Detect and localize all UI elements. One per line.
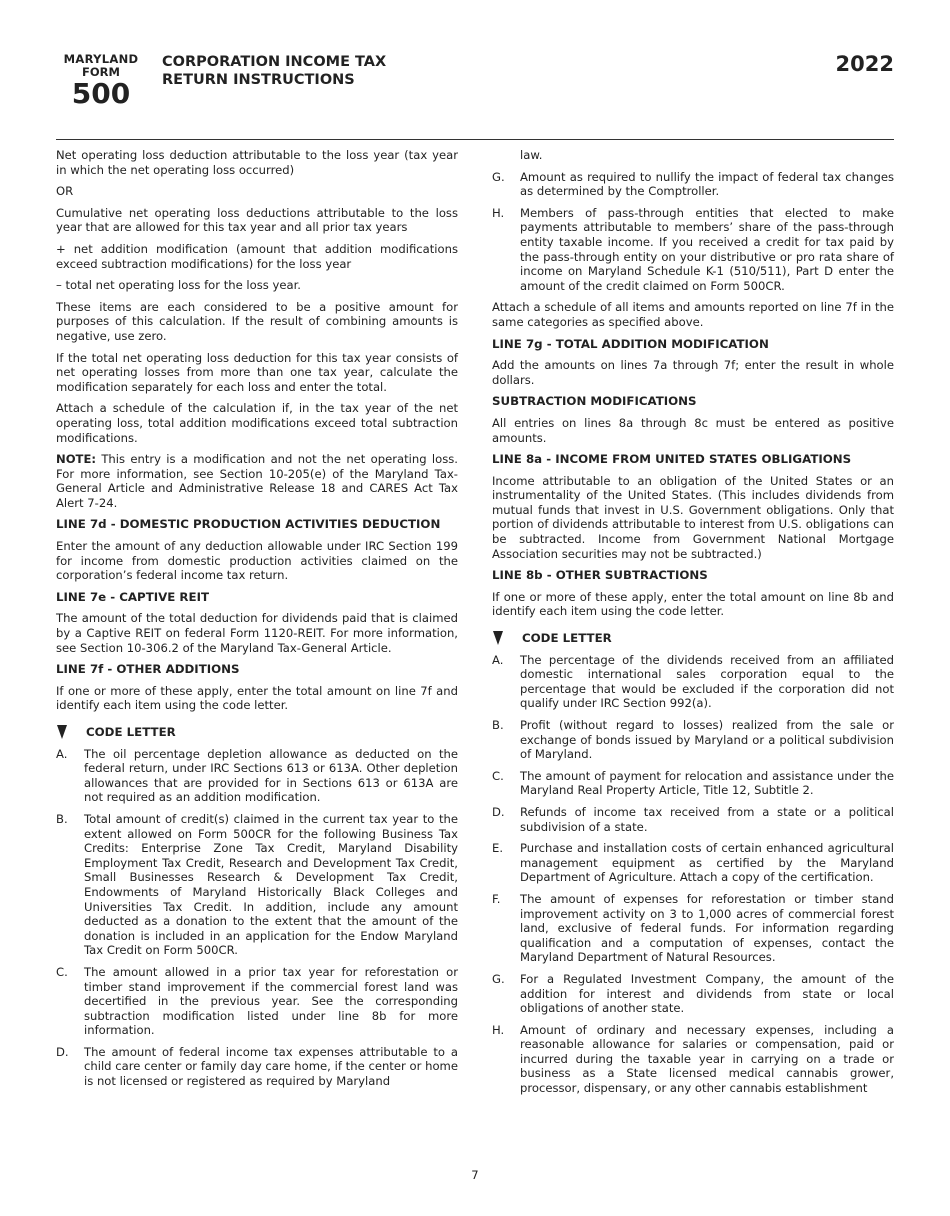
item-text: Refunds of income tax received from a state or a political subdivision of a state.	[520, 804, 894, 834]
item-text: Profit (without regard to losses) realized from the sale or exchange of bonds issued by Maryland or a political subdivision of Maryland.	[520, 718, 894, 762]
item-letter: B.	[56, 811, 68, 826]
item-letter: D.	[492, 804, 505, 819]
continued-text: law.	[520, 148, 543, 162]
item-text: Purchase and installation costs of certain enhanced agricultural management equipment as certified by the Maryland Department of Agriculture. Attach a copy of the certification.	[520, 841, 894, 885]
note-label: NOTE:	[56, 452, 97, 467]
item-text: The percentage of the dividends received from an affiliated domestic international sales corporation equal to the percentage that would be excluded if the corporation did not qualify under IRC Section 992(a).	[520, 652, 894, 711]
item-text: Members of pass-through entities that elected to make payments attributable to members’ share of the pass-through entity taxable income. If you received a credit for tax paid by the pass-through entity on your distributive or pro rata share of income on Maryland Schedule K-1 (510/511), Part D enter the amount of the credit claimed on Form 500CR.	[520, 205, 894, 293]
list-item	[56, 747, 458, 805]
list-item	[492, 805, 894, 834]
paragraph: Attach a schedule of the calculation if, in the tax year of the net operating loss, total addition modifications exceed total subtraction modifications.	[56, 401, 458, 445]
title-line-2: RETURN INSTRUCTIONS	[162, 72, 355, 88]
subtraction-code-list	[492, 653, 894, 1096]
item-letter: F.	[492, 891, 501, 906]
header-divider	[56, 139, 894, 140]
paragraph: Net operating loss deduction attributable to the loss year (tax year in which the net operating loss occurred)	[56, 148, 458, 177]
paragraph: Income attributable to an obligation of the United States or an instrumentality of the United States. (This includes dividends from mutual funds that invest in U.S. Government obligations. Only that portion of dividends attributable to interest from U.S. obligations can be subtracted. Income from Government National Mortgage Association securities may not be subtracted.)	[492, 473, 894, 561]
down-triangle-icon	[493, 631, 503, 645]
item-letter: A.	[56, 746, 68, 761]
code-letter-heading	[492, 631, 894, 646]
section-heading-subtractions: SUBTRACTION MODIFICATIONS	[492, 394, 697, 409]
item-letter: A.	[492, 652, 504, 667]
section-heading-7d: LINE 7d - DOMESTIC PRODUCTION ACTIVITIES DEDUCTION	[56, 517, 441, 532]
list-item	[56, 812, 458, 958]
list-item	[492, 718, 894, 762]
paragraph: OR	[56, 184, 74, 199]
list-item	[56, 1045, 458, 1089]
item-text: The amount of payment for relocation and assistance under the Maryland Real Property Article, Title 12, Subtitle 2.	[520, 768, 894, 798]
list-item	[492, 841, 894, 885]
list-item	[492, 769, 894, 798]
paragraph: These items are each considered to be a positive amount for purposes of this calculation. If the result of combining amounts is negative, use zero.	[56, 299, 458, 343]
item-letter: C.	[56, 964, 68, 979]
list-item	[56, 965, 458, 1038]
code-letter-label: CODE LETTER	[522, 631, 612, 646]
list-item	[492, 170, 894, 199]
item-letter: H.	[492, 1022, 505, 1037]
item-letter: G.	[492, 971, 505, 986]
list-item	[492, 892, 894, 965]
list-item	[492, 653, 894, 711]
item-text: The amount of federal income tax expenses attributable to a child care center or family day care home, if the center or home is not licensed or registered as required by Maryland	[84, 1044, 458, 1089]
title-line-1: CORPORATION INCOME TAX	[162, 54, 387, 70]
note-paragraph	[56, 452, 458, 510]
list-item	[492, 206, 894, 294]
left-column	[56, 148, 458, 1096]
section-heading-7e: LINE 7e - CAPTIVE REIT	[56, 589, 210, 604]
paragraph: If the total net operating loss deduction for this tax year consists of net operating losses from more than one tax year, calculate the modification separately for each loss and enter the total.	[56, 350, 458, 394]
item-text: Amount as required to nullify the impact of federal tax changes as determined by the Comptroller.	[520, 169, 894, 199]
section-heading-8a: LINE 8a - INCOME FROM UNITED STATES OBLIGATIONS	[492, 452, 852, 467]
form-number: 500	[71, 77, 131, 110]
item-letter: C.	[492, 768, 504, 783]
section-heading-7g: LINE 7g - TOTAL ADDITION MODIFICATION	[492, 336, 769, 351]
tax-year: 2022	[835, 52, 894, 76]
state-label: MARYLAND	[63, 52, 139, 66]
item-text: For a Regulated Investment Company, the amount of the addition for interest and dividends from state or local obligations of another state.	[520, 971, 894, 1016]
addition-code-list-continued	[492, 170, 894, 294]
item-text: The oil percentage depletion allowance as deducted on the federal return, under IRC Sections 613 or 613A. Other depletion allowances that are provided for in Sections 613 or 613A are not required as an addition modification.	[84, 746, 458, 805]
page-title	[162, 53, 386, 89]
paragraph: If one or more of these apply, enter the total amount on line 8b and identify each item using the code letter.	[492, 589, 894, 619]
paragraph: Attach a schedule of all items and amounts reported on line 7f in the same categories as specified above.	[492, 300, 894, 329]
item-letter: H.	[492, 205, 505, 220]
note-text: This entry is a modification and not the net operating loss. For more information, see Section 10-205(e) of the Maryland Tax-General Article and Administrative Release 18 and CARES Act Tax Alert 7-24.	[56, 452, 458, 510]
item-letter: D.	[56, 1044, 69, 1059]
right-column	[492, 148, 894, 1103]
item-letter: B.	[492, 718, 504, 732]
paragraph: Add the amounts on lines 7a through 7f; enter the result in whole dollars.	[492, 358, 894, 387]
page-number: 7	[471, 1168, 479, 1182]
down-triangle-icon	[57, 725, 67, 739]
paragraph: All entries on lines 8a through 8c must be entered as positive amounts.	[492, 415, 894, 445]
section-heading-8b: LINE 8b - OTHER SUBTRACTIONS	[492, 568, 708, 583]
paragraph: Enter the amount of any deduction allowable under IRC Section 199 for income from domestic production activities claimed on the corporation’s federal income tax return.	[56, 539, 458, 583]
paragraph: + net addition modification (amount that addition modifications exceed subtraction modifications) for the loss year	[56, 241, 458, 271]
item-text: Amount of ordinary and necessary expenses, including a reasonable allowance for salaries or compensation, paid or incurred during the taxable year in carrying on a trade or business as a State licensed medical cannabis grower, processor, dispensary, or any other cannabis establishment	[520, 1022, 894, 1096]
code-letter-heading	[56, 725, 458, 740]
code-letter-label: CODE LETTER	[86, 725, 176, 739]
paragraph: – total net operating loss for the loss year.	[56, 278, 301, 293]
paragraph: The amount of the total deduction for dividends paid that is claimed by a Captive REIT on federal Form 1120-REIT. For more information, see Section 10-306.2 of the Maryland Tax-General Article.	[56, 611, 458, 655]
page-header	[0, 0, 950, 140]
paragraph: Cumulative net operating loss deductions attributable to the loss year that are allowed for this tax year and all prior tax years	[56, 205, 458, 235]
form-word: FORM	[82, 65, 120, 79]
form-identifier	[56, 52, 146, 109]
addition-code-list	[56, 747, 458, 1089]
item-text: The amount allowed in a prior tax year for reforestation or timber stand improvement if the commercial forest land was decertified in the previous year. See the corresponding subtraction modification listed under line 8b for more information.	[84, 964, 458, 1038]
section-heading-7f: LINE 7f - OTHER ADDITIONS	[56, 662, 240, 677]
list-item	[492, 972, 894, 1016]
item-text: The amount of expenses for reforestation or timber stand improvement activity on 3 to 1,000 acres of commercial forest land, exclusive of federal funds. For information regarding qualification and a computation of expenses, contact the Maryland Department of Natural Resources.	[520, 891, 894, 965]
item-text: Total amount of credit(s) claimed in the current tax year to the extent allowed on Form 500CR for the following Business Tax Credits: Enterprise Zone Tax Credit, Maryland Disability Employment Tax Credit, Research and Development Tax Credit, Small Businesses Research & Development Tax Credit, Endowments of Maryland Historically Black Colleges and Universities Tax Credit. In addition, include any amount deducted as a donation to the extent that the amount of the donation is included in an application for the Endow Maryland Tax Credit on Form 500CR.	[84, 811, 458, 958]
item-letter: G.	[492, 169, 505, 184]
paragraph: If one or more of these apply, enter the total amount on line 7f and identify each item using the code letter.	[56, 683, 458, 713]
list-item	[492, 1023, 894, 1096]
item-letter: E.	[492, 841, 504, 856]
